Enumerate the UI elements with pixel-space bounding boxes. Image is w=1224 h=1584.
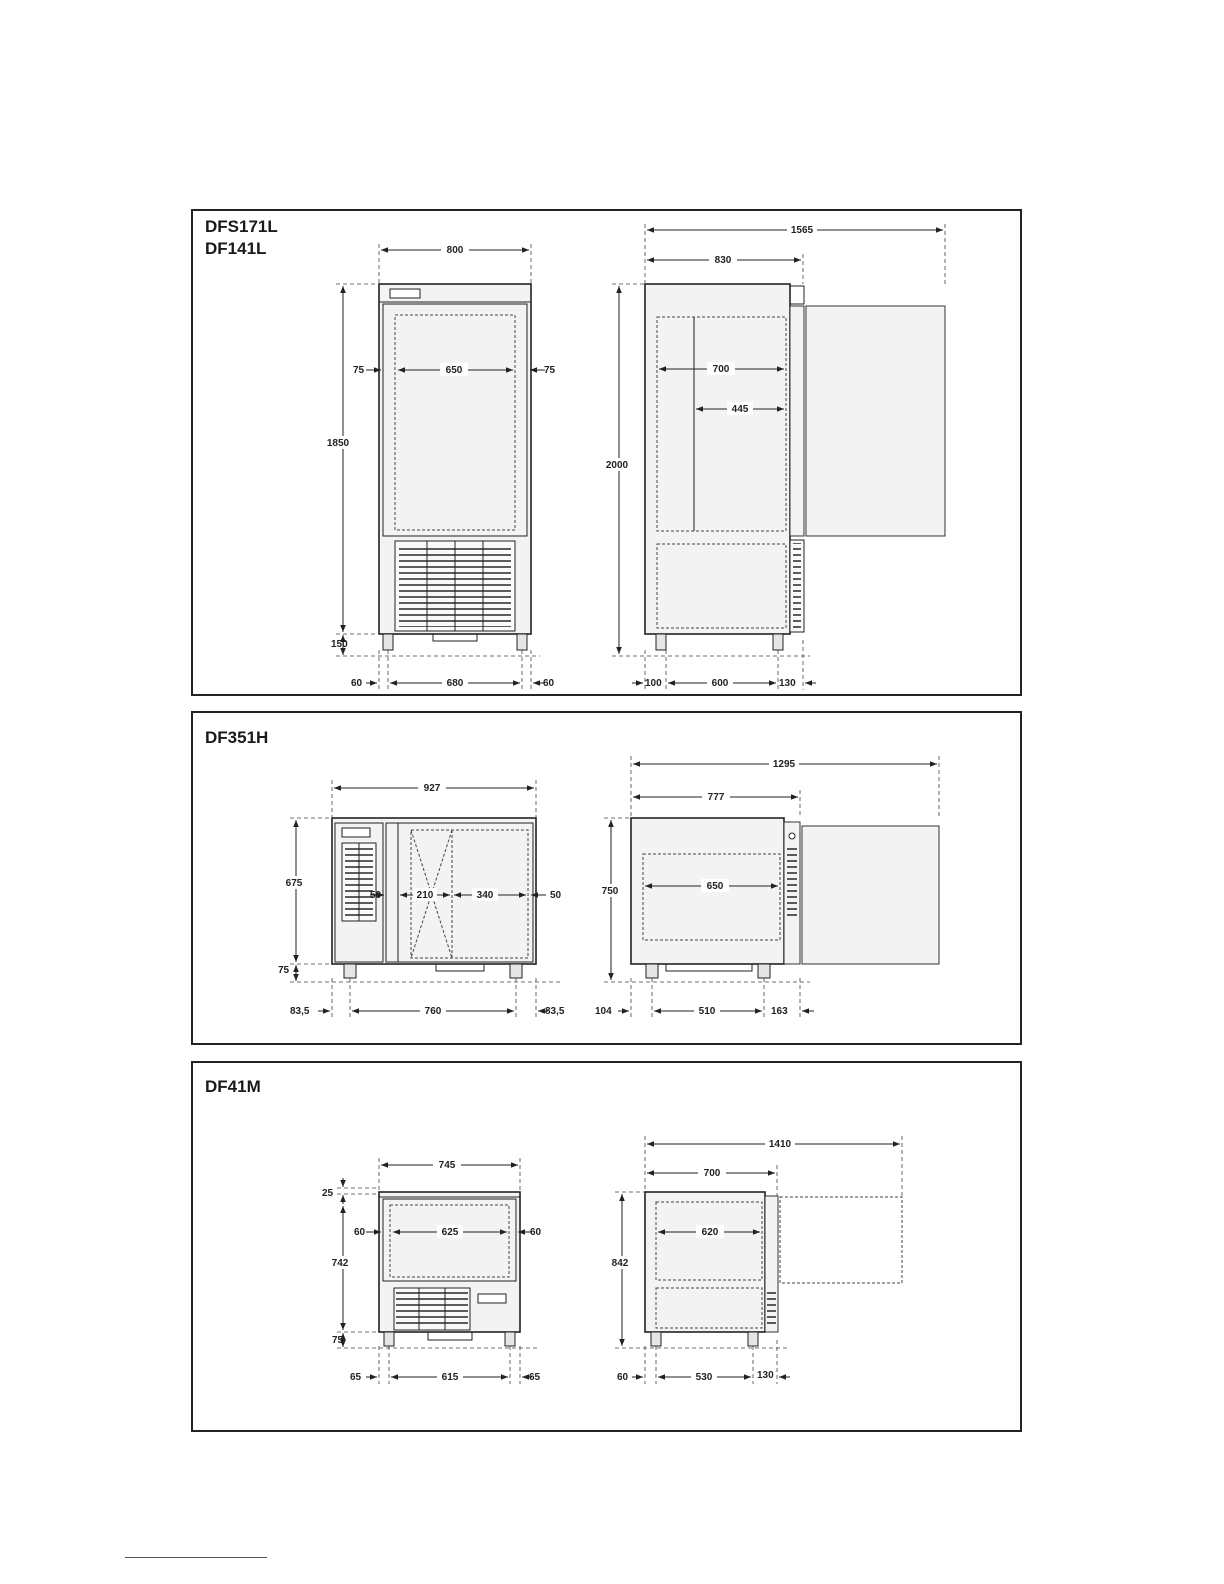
control-knob <box>789 833 795 839</box>
dim-label: 750 <box>601 886 619 897</box>
dim-label: 130 <box>757 1370 774 1381</box>
dim-label: 83,5 <box>545 1006 565 1017</box>
dim-label: 340 <box>476 890 494 901</box>
brand-logo-plate <box>342 828 370 837</box>
dim-label: 60 <box>351 678 363 689</box>
side-view <box>631 818 939 978</box>
dim-label: 75 <box>278 965 290 976</box>
dim-label: 50 <box>550 890 562 901</box>
dim-label: 75 <box>544 365 556 376</box>
dim-label: 745 <box>438 1160 456 1171</box>
dim-label: 680 <box>446 678 464 689</box>
front-view <box>379 284 531 650</box>
dim-label: 650 <box>445 365 463 376</box>
foot <box>510 964 522 978</box>
drain-tray <box>428 1332 472 1340</box>
dim-label: 927 <box>423 783 441 794</box>
dim-label: 530 <box>695 1372 713 1383</box>
brand-logo-plate <box>390 289 420 298</box>
model-title: DF41M <box>205 1077 261 1096</box>
dim-label: 700 <box>712 364 730 375</box>
dim-label: 650 <box>706 881 724 892</box>
foot <box>383 634 393 650</box>
dim-label: 60 <box>530 1227 542 1238</box>
dim-label: 60 <box>617 1372 629 1383</box>
side-view <box>645 284 945 650</box>
dim-label: 615 <box>441 1372 459 1383</box>
dim-label: 842 <box>611 1258 629 1269</box>
foot <box>344 964 356 978</box>
dim-label: 2000 <box>605 460 629 471</box>
dim-label: 830 <box>714 255 732 266</box>
dim-label: 65 <box>529 1372 541 1383</box>
dim-label: 800 <box>446 245 464 256</box>
dim-label: 60 <box>354 1227 366 1238</box>
dim-label: 700 <box>703 1168 721 1179</box>
foot <box>505 1332 515 1346</box>
dim-label: 675 <box>285 878 303 889</box>
dim-label: 60 <box>543 678 555 689</box>
dim-label: 50 <box>370 890 382 901</box>
control-box <box>790 286 804 304</box>
foot <box>656 634 666 650</box>
foot <box>651 1332 661 1346</box>
cabinet-body <box>645 1192 765 1332</box>
brand-logo-plate <box>478 1294 506 1303</box>
drain-tray <box>433 634 477 641</box>
dim-label: 1410 <box>768 1139 792 1150</box>
foot <box>773 634 783 650</box>
dim-label: 65 <box>350 1372 362 1383</box>
side-view <box>645 1192 902 1346</box>
dim-label: 742 <box>331 1258 349 1269</box>
model-title: DF141L <box>205 239 267 258</box>
door-edge <box>790 306 804 536</box>
footer-rule <box>125 1557 267 1558</box>
dim-label: 510 <box>698 1006 716 1017</box>
dim-label: 210 <box>416 890 434 901</box>
foot <box>646 964 658 978</box>
dim-label: 777 <box>707 792 725 803</box>
foot <box>384 1332 394 1346</box>
dim-label: 1565 <box>790 225 814 236</box>
drain-tray <box>436 964 484 971</box>
dim-label: 445 <box>731 404 749 415</box>
dim-label: 620 <box>701 1227 719 1238</box>
dim-label: 600 <box>711 678 729 689</box>
dim-label: 130 <box>779 678 796 689</box>
panel-frame <box>192 1062 1021 1431</box>
dim-label: 163 <box>771 1006 788 1017</box>
model-title: DFS171L <box>205 217 278 236</box>
open-door <box>802 826 939 964</box>
cabinet-body <box>645 284 790 634</box>
dim-label: 625 <box>441 1227 459 1238</box>
dim-label: 1295 <box>772 759 796 770</box>
foot <box>758 964 770 978</box>
dim-label: 100 <box>645 678 662 689</box>
dim-label: 83,5 <box>290 1006 310 1017</box>
panel-df351h <box>192 712 1021 1044</box>
dim-label: 75 <box>332 1335 344 1346</box>
dim-label: 150 <box>331 639 348 650</box>
panel-df41m <box>192 1062 1021 1431</box>
dim-label: 760 <box>424 1006 442 1017</box>
open-door <box>780 1197 902 1283</box>
dim-label: 25 <box>322 1188 334 1199</box>
foot <box>517 634 527 650</box>
front-view <box>379 1192 520 1346</box>
open-door <box>806 306 945 536</box>
panel-dfs171l-df141l <box>192 210 1021 695</box>
dim-label: 1850 <box>326 438 350 449</box>
dim-label: 75 <box>353 365 365 376</box>
model-title: DF351H <box>205 728 269 747</box>
dim-label: 104 <box>595 1006 612 1017</box>
drain-tray <box>666 964 752 971</box>
foot <box>748 1332 758 1346</box>
